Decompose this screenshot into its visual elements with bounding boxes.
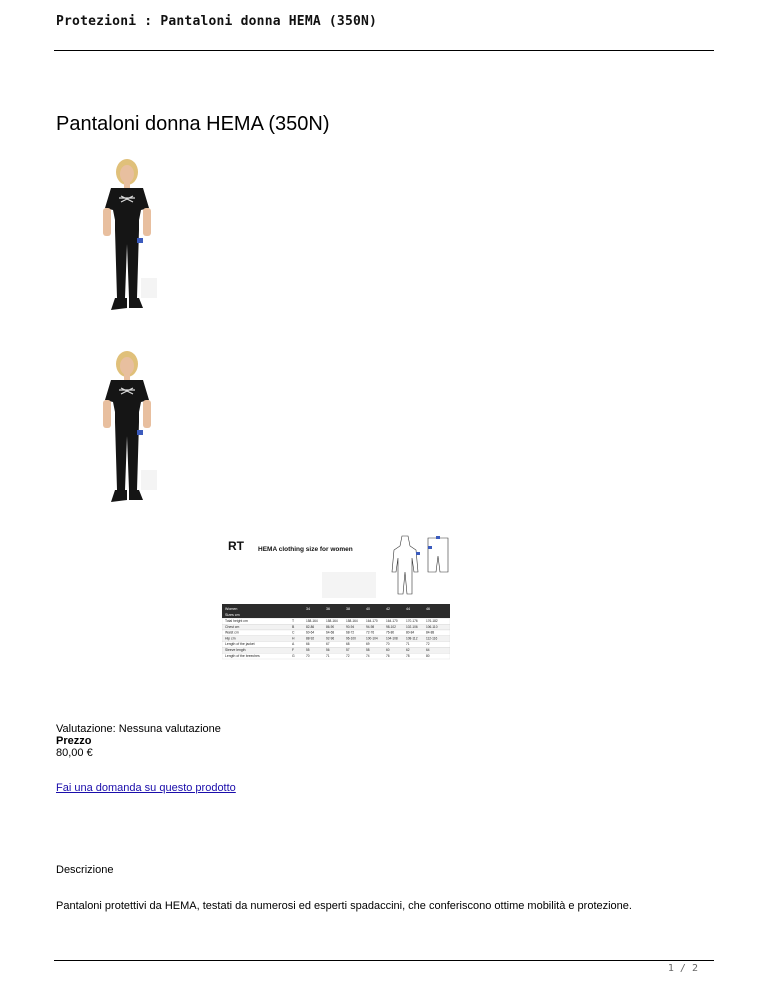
- size-cell: 94-98: [366, 624, 375, 629]
- size-table-sizes-label: Sizes cm: [225, 613, 240, 617]
- size-cell: 72: [346, 653, 350, 658]
- size-row-label: Chest cm: [225, 624, 240, 629]
- footer-divider: [54, 960, 714, 961]
- size-cell: 72-76: [366, 630, 375, 635]
- size-cell: 66: [306, 642, 310, 647]
- size-cell: 64-68: [326, 630, 335, 635]
- size-cell: 72: [426, 642, 430, 647]
- size-table-header: Women: [225, 607, 238, 611]
- size-column-header: 38: [346, 607, 350, 611]
- size-row-label: Hip cm: [225, 636, 236, 641]
- size-column-header: 34: [306, 607, 310, 611]
- size-chart-logo: RT: [228, 539, 244, 553]
- size-row-code: T: [292, 619, 295, 623]
- size-cell: 76-80: [386, 630, 395, 635]
- size-cell: 57: [346, 648, 350, 652]
- size-cell: 67: [326, 642, 330, 647]
- size-chart-heading: HEMA clothing size for women: [258, 546, 353, 553]
- size-row-label: Sleeve length: [225, 648, 246, 652]
- product-title: Pantaloni donna HEMA (350N): [56, 113, 330, 135]
- size-cell: 170-176: [406, 619, 418, 623]
- size-column-header: 44: [406, 607, 410, 611]
- size-chart-image[interactable]: [222, 532, 450, 662]
- size-column-header: 36: [326, 607, 330, 611]
- size-cell: 70: [306, 653, 310, 658]
- size-cell: 76: [386, 653, 390, 658]
- size-cell: 158-164: [306, 619, 318, 623]
- size-row-code: F: [292, 648, 295, 652]
- page-number: 1 / 2: [667, 963, 698, 974]
- size-row-code: A: [292, 642, 295, 647]
- size-row-code: H: [292, 636, 295, 641]
- size-cell: 176-182: [426, 619, 438, 623]
- size-cell: 104-108: [386, 636, 398, 641]
- size-cell: 108-112: [406, 636, 418, 641]
- size-cell: 78: [406, 653, 410, 658]
- size-row-label: Waist cm: [225, 630, 239, 635]
- size-cell: 164-170: [366, 619, 378, 623]
- size-table-row: [222, 647, 450, 653]
- size-cell: 106-110: [426, 624, 438, 629]
- product-description: Pantaloni protettivi da HEMA, testati da numerosi ed esperti spadaccini, che conferiscono ottime mobilità e protezione.: [56, 900, 632, 912]
- size-cell: 82-86: [306, 624, 315, 629]
- product-photo-front[interactable]: [97, 158, 159, 328]
- size-table-row: [222, 642, 450, 648]
- size-cell: 90-94: [346, 624, 355, 629]
- size-cell: 100-104: [366, 636, 378, 641]
- size-row-label: Total height cm: [225, 619, 248, 623]
- product-photo-side[interactable]: [97, 350, 159, 520]
- size-row-label: Length of the jacket: [225, 642, 255, 647]
- size-cell: 56: [326, 648, 330, 652]
- size-column-header: 40: [366, 607, 370, 611]
- document-header-title: Protezioni : Pantaloni donna HEMA (350N): [56, 14, 378, 29]
- size-cell: 158-164: [326, 619, 338, 623]
- price-label: Prezzo: [56, 735, 92, 747]
- size-cell: 80-84: [406, 630, 415, 635]
- ask-question-link[interactable]: Fai una domanda su questo prodotto: [56, 782, 236, 794]
- size-table-row: [222, 630, 450, 636]
- size-cell: 55: [306, 648, 310, 652]
- size-cell: 62: [406, 648, 410, 652]
- size-cell: 102-106: [406, 624, 418, 629]
- size-column-header: 42: [386, 607, 390, 611]
- size-cell: 64: [426, 648, 430, 652]
- description-heading: Descrizione: [56, 864, 114, 876]
- size-cell: 70: [386, 642, 390, 647]
- size-cell: 112-116: [426, 636, 438, 641]
- size-cell: 86-90: [326, 624, 335, 629]
- size-cell: 68-72: [346, 630, 355, 635]
- size-row-code: B: [292, 624, 295, 629]
- size-cell: 88-92: [306, 636, 315, 641]
- size-row-code: C: [292, 630, 295, 635]
- size-cell: 69: [366, 642, 370, 647]
- size-column-header: 46: [426, 607, 430, 611]
- size-cell: 74: [366, 653, 370, 658]
- size-cell: 98-102: [386, 624, 396, 629]
- size-cell: 92-96: [326, 636, 335, 641]
- size-cell: 71: [326, 653, 330, 658]
- size-cell: 158-164: [346, 619, 358, 623]
- product-rating: Valutazione: Nessuna valutazione: [56, 723, 221, 735]
- size-row-code: G: [292, 653, 295, 658]
- size-row-label: Length of the breeches: [225, 653, 260, 658]
- size-cell: 164-170: [386, 619, 398, 623]
- size-cell: 58: [366, 648, 370, 652]
- product-price: 80,00 €: [56, 747, 93, 759]
- size-cell: 60-64: [306, 630, 315, 635]
- header-divider: [54, 50, 714, 51]
- size-cell: 80: [426, 653, 430, 658]
- size-cell: 60: [386, 648, 390, 652]
- size-cell: 71: [406, 642, 410, 647]
- size-cell: 96-100: [346, 636, 356, 641]
- size-cell: 84-88: [426, 630, 435, 635]
- size-table: [222, 604, 450, 659]
- size-cell: 68: [346, 642, 350, 647]
